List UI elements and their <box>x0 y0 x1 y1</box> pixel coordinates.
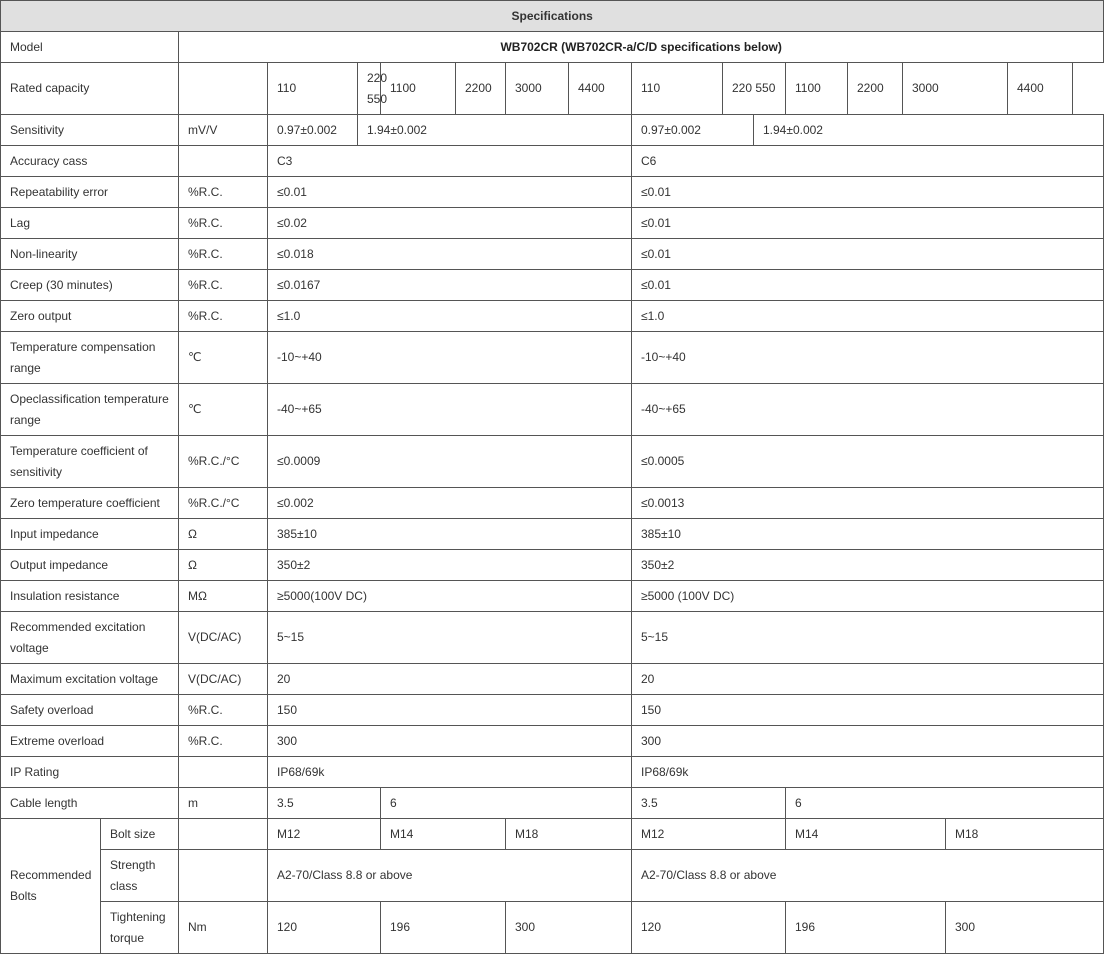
right-value: 5~15 <box>632 612 1104 664</box>
left-value: 385±10 <box>268 519 632 550</box>
row-label: Zero temperature coefficient <box>1 488 179 519</box>
left-value: ≤0.0167 <box>268 270 632 301</box>
capacity-cell: 3000 <box>903 63 1008 115</box>
right-value: 385±10 <box>632 519 1104 550</box>
left-value: 300 <box>268 726 632 757</box>
row-unit: %R.C. <box>179 695 268 726</box>
table-row <box>1 550 1104 581</box>
row-unit <box>179 757 268 788</box>
right-value: 3.5 <box>632 788 786 819</box>
left-value: ≤0.002 <box>268 488 632 519</box>
capacity-cell: 220 550 <box>358 63 381 115</box>
left-value: 350±2 <box>268 550 632 581</box>
row-label: Opeclassification temperature range <box>1 384 179 436</box>
table-row <box>1 436 1104 488</box>
row-label: Zero output <box>1 301 179 332</box>
row-unit: ℃ <box>179 384 268 436</box>
left-value: 0.97±0.002 <box>268 115 358 146</box>
row-unit <box>179 850 268 902</box>
row-unit: %R.C. <box>179 726 268 757</box>
right-value: -10~+40 <box>632 332 1104 384</box>
right-value: M12 <box>632 819 786 850</box>
row-label: Output impedance <box>1 550 179 581</box>
row-label: Extreme overload <box>1 726 179 757</box>
row-unit: %R.C. <box>179 177 268 208</box>
right-value: 20 <box>632 664 1104 695</box>
table-row <box>1 488 1104 519</box>
model-value: WB702CR (WB702CR-a/C/D specifications below) <box>179 32 1104 63</box>
table-row <box>1 177 1104 208</box>
capacity-cell: 3000 <box>506 63 569 115</box>
table-row <box>1 239 1104 270</box>
left-value: 3.5 <box>268 788 381 819</box>
left-value: 5~15 <box>268 612 632 664</box>
row-label: Non-linearity <box>1 239 179 270</box>
capacity-cell: 4400 <box>569 63 632 115</box>
capacity-cell: 2200 <box>848 63 903 115</box>
left-value: 6 <box>381 788 632 819</box>
table-row <box>1 788 1104 819</box>
table-row <box>1 146 1104 177</box>
row-unit: MΩ <box>179 581 268 612</box>
row-unit: m <box>179 788 268 819</box>
row-label: Tightening torque <box>101 902 179 954</box>
left-value: IP68/69k <box>268 757 632 788</box>
table-row <box>1 32 1104 63</box>
left-value: 196 <box>381 902 506 954</box>
row-label: Model <box>1 32 179 63</box>
row-label: Bolt size <box>101 819 179 850</box>
right-value: ≤0.01 <box>632 208 1104 239</box>
right-value: A2-70/Class 8.8 or above <box>632 850 1104 902</box>
row-unit <box>179 146 268 177</box>
table-row <box>1 384 1104 436</box>
left-value: 1.94±0.002 <box>358 115 632 146</box>
right-value: 150 <box>632 695 1104 726</box>
row-label: Safety overload <box>1 695 179 726</box>
right-value: ≤0.01 <box>632 239 1104 270</box>
row-label: Temperature coefficient of sensitivity <box>1 436 179 488</box>
row-label: Accuracy cass <box>1 146 179 177</box>
row-unit: %R.C./°C <box>179 488 268 519</box>
table-row <box>1 819 1104 850</box>
left-value: M18 <box>506 819 632 850</box>
table-row <box>1 208 1104 239</box>
left-value: ≤0.02 <box>268 208 632 239</box>
right-value: 300 <box>632 726 1104 757</box>
row-label: Recommended excitation voltage <box>1 612 179 664</box>
left-value: C3 <box>268 146 632 177</box>
right-value: ≥5000 (100V DC) <box>632 581 1104 612</box>
table-row <box>1 519 1104 550</box>
row-unit: %R.C./°C <box>179 436 268 488</box>
left-value: 150 <box>268 695 632 726</box>
table-row <box>1 63 1104 115</box>
row-unit: %R.C. <box>179 270 268 301</box>
capacity-cell: 4400 <box>1008 63 1073 115</box>
table-row <box>1 757 1104 788</box>
table-row <box>1 270 1104 301</box>
right-value: C6 <box>632 146 1104 177</box>
table-row <box>1 850 1104 902</box>
row-unit: %R.C. <box>179 301 268 332</box>
row-label: IP Rating <box>1 757 179 788</box>
right-value: 300 <box>946 902 1104 954</box>
row-unit: Nm <box>179 902 268 954</box>
left-value: -10~+40 <box>268 332 632 384</box>
table-row <box>1 726 1104 757</box>
row-label: Insulation resistance <box>1 581 179 612</box>
row-label: Sensitivity <box>1 115 179 146</box>
row-unit: ℃ <box>179 332 268 384</box>
row-label: Repeatability error <box>1 177 179 208</box>
table-row <box>1 612 1104 664</box>
row-unit <box>179 63 268 115</box>
row-label: Temperature compensation range <box>1 332 179 384</box>
right-value: 196 <box>786 902 946 954</box>
left-value: ≤1.0 <box>268 301 632 332</box>
left-value: ≤0.018 <box>268 239 632 270</box>
right-value: 0.97±0.002 <box>632 115 754 146</box>
right-value: ≤0.01 <box>632 177 1104 208</box>
right-value: 6 <box>786 788 1104 819</box>
left-value: ≤0.01 <box>268 177 632 208</box>
right-value: 350±2 <box>632 550 1104 581</box>
row-unit: Ω <box>179 519 268 550</box>
capacity-cell: 2200 <box>456 63 506 115</box>
row-unit: %R.C. <box>179 208 268 239</box>
right-value: ≤1.0 <box>632 301 1104 332</box>
row-label: Rated capacity <box>1 63 179 115</box>
left-value: 300 <box>506 902 632 954</box>
recommended-bolts-label: Recommended Bolts <box>1 819 101 954</box>
row-unit: V(DC/AC) <box>179 612 268 664</box>
table-row <box>1 902 1104 954</box>
capacity-cell: 220 550 <box>723 63 786 115</box>
left-value: ≥5000(100V DC) <box>268 581 632 612</box>
left-value: 120 <box>268 902 381 954</box>
left-value: M12 <box>268 819 381 850</box>
table-row <box>1 115 1104 146</box>
capacity-cell: 1100 <box>381 63 456 115</box>
table-row <box>1 581 1104 612</box>
capacity-cell: 1100 <box>786 63 848 115</box>
right-value: M14 <box>786 819 946 850</box>
right-value: IP68/69k <box>632 757 1104 788</box>
right-value: M18 <box>946 819 1104 850</box>
left-value: A2-70/Class 8.8 or above <box>268 850 632 902</box>
table-row <box>1 332 1104 384</box>
table-row <box>1 695 1104 726</box>
row-label: Maximum excitation voltage <box>1 664 179 695</box>
right-value: 120 <box>632 902 786 954</box>
row-label: Input impedance <box>1 519 179 550</box>
right-value: ≤0.0013 <box>632 488 1104 519</box>
right-value: ≤0.01 <box>632 270 1104 301</box>
row-unit: Ω <box>179 550 268 581</box>
left-value: 20 <box>268 664 632 695</box>
row-unit: V(DC/AC) <box>179 664 268 695</box>
row-label: Creep (30 minutes) <box>1 270 179 301</box>
row-unit: %R.C. <box>179 239 268 270</box>
table-title: Specifications <box>1 1 1104 32</box>
right-value: 1.94±0.002 <box>754 115 1104 146</box>
row-unit: mV/V <box>179 115 268 146</box>
capacity-cell: 110 <box>268 63 358 115</box>
row-label: Cable length <box>1 788 179 819</box>
left-value: ≤0.0009 <box>268 436 632 488</box>
left-value: -40~+65 <box>268 384 632 436</box>
right-value: -40~+65 <box>632 384 1104 436</box>
left-value: M14 <box>381 819 506 850</box>
capacity-cell: 110 <box>632 63 723 115</box>
table-row <box>1 664 1104 695</box>
right-value: ≤0.0005 <box>632 436 1104 488</box>
row-label: Lag <box>1 208 179 239</box>
row-unit <box>179 819 268 850</box>
row-label: Strength class <box>101 850 179 902</box>
table-row <box>1 301 1104 332</box>
